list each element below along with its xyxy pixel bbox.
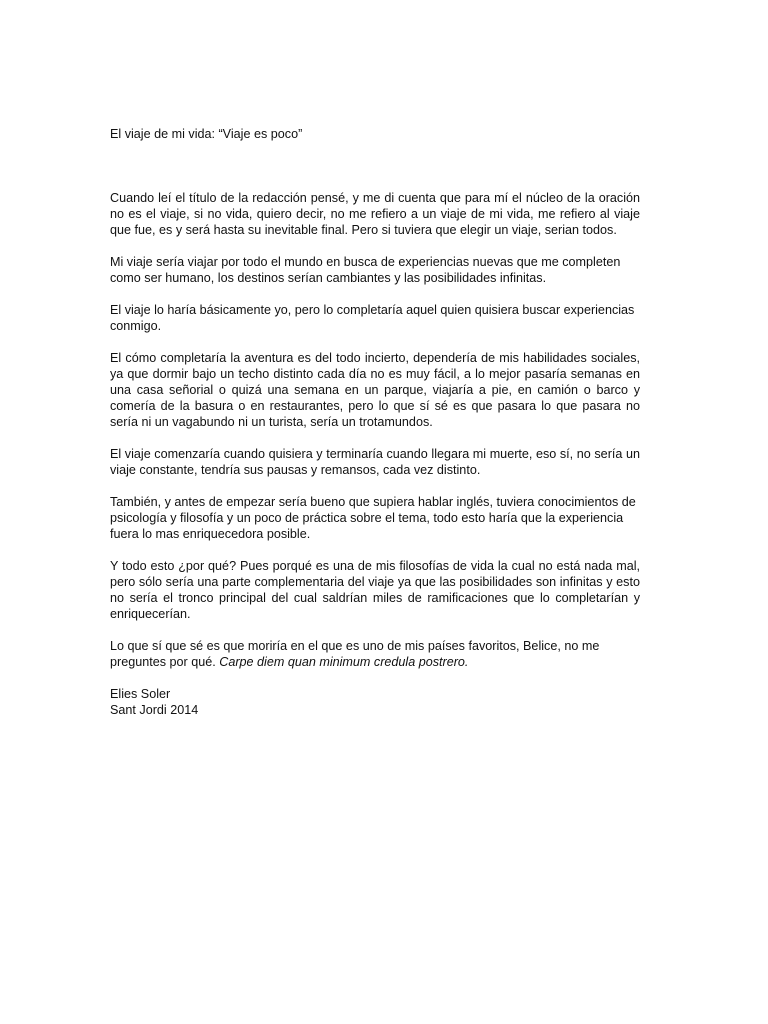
latin-phrase: Carpe diem quan minimum credula postrero. [219, 655, 469, 669]
signature-author: Elies Soler [110, 687, 171, 701]
document-body [110, 126, 640, 718]
paragraph-7: Y todo esto ¿por qué? Pues porqué es una de mis filosofías de vida la cual no está nada mal, pero sólo sería una parte complementaria del viaje ya que las posibilidades son infinitas y esto no sería el tronco principal del cual saldrían miles de ramificaciones que lo completarían y enriquecerían. [110, 559, 640, 621]
paragraph-4: El cómo completaría la aventura es del todo incierto, dependería de mis habilidades sociales, ya que dormir bajo un techo distinto cada día no es muy fácil, a lo mejor pasaría semanas en una casa señorial o quizá una semana en un parque, viajaría a pie, en camión o barco y comería de la basura o en restaurantes, pero lo que sí sé es que pasara lo que pasara no sería ni un vagabundo ni un turista, sería un trotamundos. [110, 351, 640, 429]
paragraph-2: Mi viaje sería viajar por todo el mundo en busca de experiencias nuevas que me completen como ser humano, los destinos serían cambiantes y las posibilidades infinitas. [110, 255, 621, 285]
paragraph-6: También, y antes de empezar sería bueno que supiera hablar inglés, tuviera conocimientos de psicología y filosofía y un poco de práctica sobre el tema, todo esto haría que la experiencia fuera lo mas enriquecedora posible. [110, 495, 636, 541]
signature-block [110, 686, 640, 718]
paragraph-5: El viaje comenzaría cuando quisiera y terminaría cuando llegara mi muerte, eso sí, no sería un viaje constante, tendría sus pausas y remansos, cada vez distinto. [110, 447, 640, 477]
document-title: El viaje de mi vida: “Viaje es poco” [110, 127, 303, 141]
closing-paragraph [110, 638, 640, 670]
paragraph-1: Cuando leí el título de la redacción pensé, y me di cuenta que para mí el núcleo de la oración no es el viaje, si no vida, quiero decir, no me refiero a un viaje de mi vida, me refiero al viaje que fue, es y será hasta su inevitable final. Pero si tuviera que elegir un viaje, serian todos. [110, 191, 640, 237]
signature-event: Sant Jordi 2014 [110, 703, 199, 717]
paragraph-3: El viaje lo haría básicamente yo, pero lo completaría aquel quien quisiera buscar experiencias conmigo. [110, 303, 635, 333]
closing-text: Lo que sí que sé es que moriría en el que es uno de mis países favoritos, Belice, no me preguntes por qué. [110, 639, 600, 669]
